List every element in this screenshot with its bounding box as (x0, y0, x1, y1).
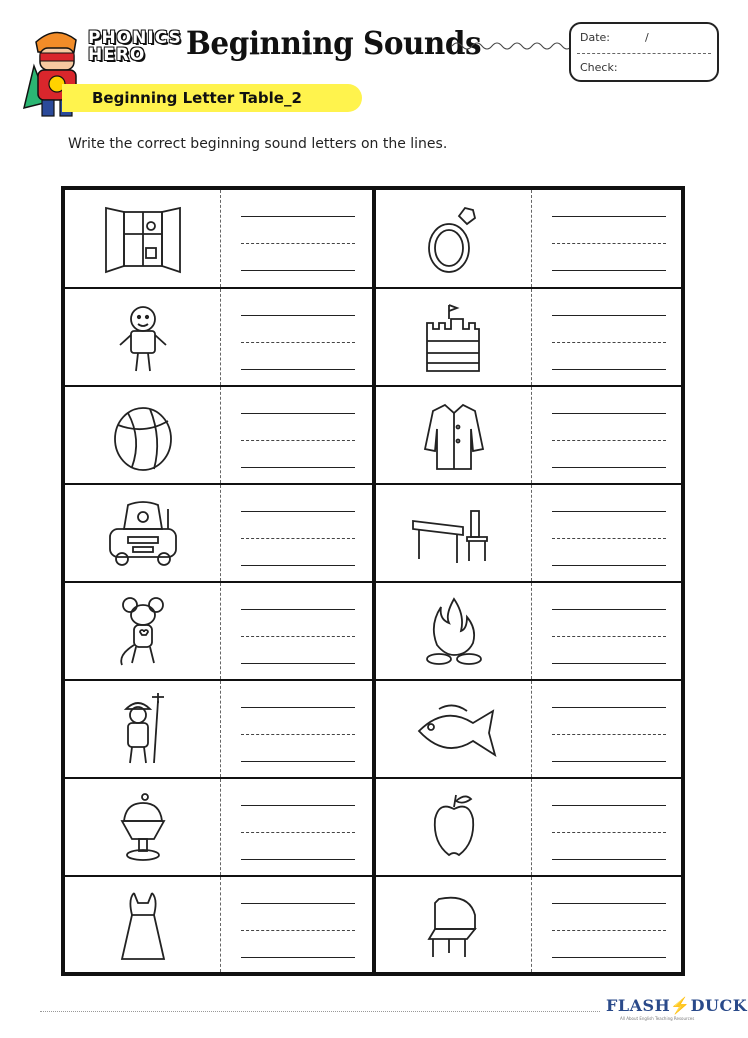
fish-icon (409, 693, 499, 767)
piano-icon (409, 889, 499, 963)
ring-icon (409, 202, 499, 276)
table-row (65, 583, 372, 679)
picture-cell (65, 583, 221, 679)
boy-icon (98, 301, 188, 375)
fire-icon (409, 595, 499, 669)
picture-cell (65, 681, 221, 777)
answer-lines[interactable] (241, 903, 355, 984)
table-row (65, 387, 372, 483)
picture-cell (65, 779, 221, 875)
table-row (65, 289, 372, 385)
answer-lines[interactable] (552, 903, 666, 984)
table-row (65, 877, 372, 972)
table-row (376, 289, 681, 385)
coat-icon (409, 399, 499, 473)
picture-cell (65, 485, 221, 581)
table-row (376, 190, 681, 287)
date-separator (577, 53, 711, 54)
answer-lines[interactable] (552, 609, 666, 690)
picture-cell (65, 190, 221, 287)
table-row (376, 387, 681, 483)
sundae-icon (98, 791, 188, 865)
answer-lines[interactable] (241, 216, 355, 297)
answer-lines[interactable] (552, 707, 666, 788)
picture-cell (376, 877, 532, 972)
table-row (65, 190, 372, 287)
answer-lines[interactable] (241, 315, 355, 396)
gardener-icon (98, 693, 188, 767)
instruction-text: Write the correct beginning sound letters on the lines. (68, 136, 448, 152)
picture-cell (65, 877, 221, 972)
picture-cell (376, 485, 532, 581)
date-check-box (569, 22, 719, 82)
brand-line2: HERO (88, 45, 146, 65)
flashduck-logo (606, 996, 747, 1015)
dress-icon (98, 889, 188, 963)
table-row (65, 681, 372, 777)
picture-cell (376, 779, 532, 875)
window-icon (98, 202, 188, 276)
table-row (65, 779, 372, 875)
picture-cell (65, 289, 221, 385)
logo-part-a: FLASH (606, 996, 671, 1015)
table-row (65, 485, 372, 581)
apple-icon (409, 791, 499, 865)
table-row (376, 681, 681, 777)
wavy-divider (452, 40, 570, 52)
table-row (376, 779, 681, 875)
mouse-icon (98, 595, 188, 669)
answer-lines[interactable] (241, 805, 355, 886)
table-row (376, 583, 681, 679)
answer-lines[interactable] (552, 216, 666, 297)
subtitle-banner (62, 84, 362, 112)
picture-cell (376, 387, 532, 483)
footer-line (40, 1011, 600, 1012)
date-slash: / (645, 31, 649, 44)
answer-lines[interactable] (241, 707, 355, 788)
answer-lines[interactable] (552, 315, 666, 396)
worksheet-table (61, 186, 685, 976)
brand-line1: PHONICS (88, 28, 182, 48)
footer-tagline: All About English Teaching Resources (620, 1016, 695, 1021)
page-title: Beginning Sounds (186, 24, 482, 62)
answer-lines[interactable] (552, 413, 666, 494)
answer-lines[interactable] (241, 511, 355, 592)
check-label: Check: (580, 61, 618, 74)
subtitle: Beginning Letter Table_2 (92, 89, 302, 107)
table-row (376, 877, 681, 972)
castle-icon (409, 301, 499, 375)
taxi-icon (98, 497, 188, 571)
picture-cell (376, 190, 532, 287)
table-row (376, 485, 681, 581)
answer-lines[interactable] (241, 609, 355, 690)
picture-cell (376, 681, 532, 777)
bolt-icon: ⚡ (670, 996, 691, 1015)
answer-lines[interactable] (552, 511, 666, 592)
date-label: Date: (580, 31, 610, 44)
answer-lines[interactable] (241, 413, 355, 494)
desk-chair-icon (409, 497, 499, 571)
phonics-hero-logo (88, 30, 184, 64)
logo-part-b: DUCK (690, 996, 748, 1015)
picture-cell (65, 387, 221, 483)
answer-lines[interactable] (552, 805, 666, 886)
ball-icon (98, 399, 188, 473)
picture-cell (376, 583, 532, 679)
picture-cell (376, 289, 532, 385)
